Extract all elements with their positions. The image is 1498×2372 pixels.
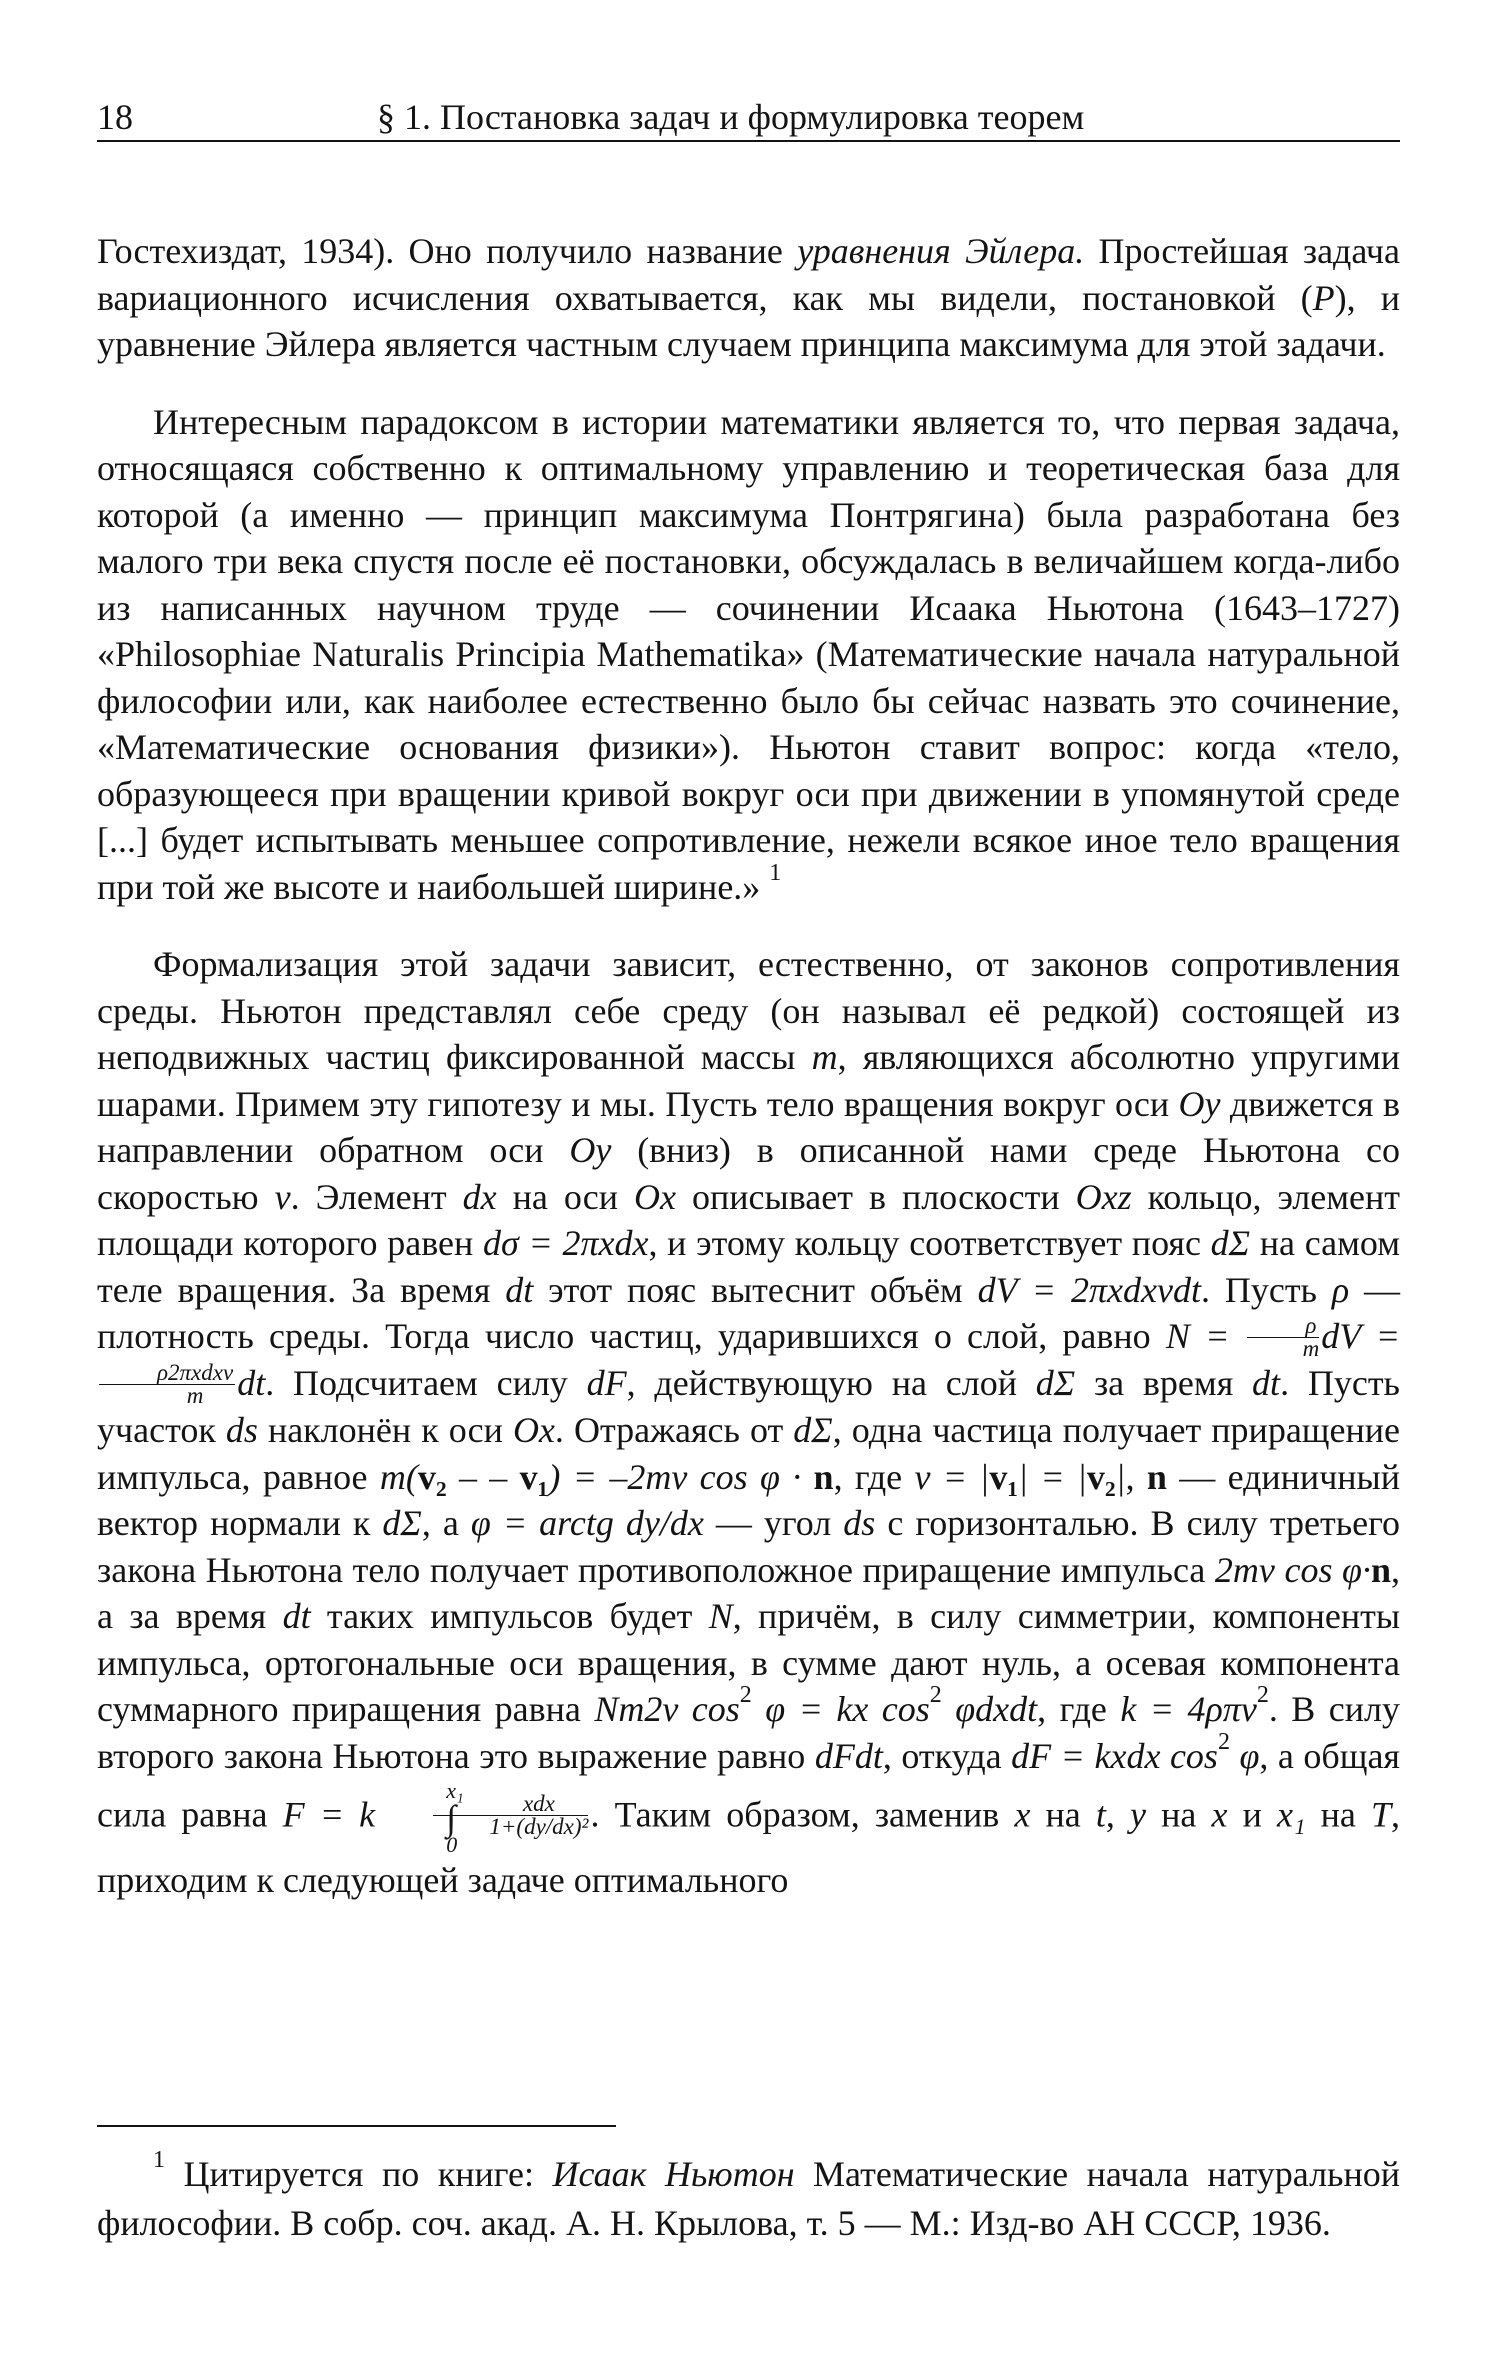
page-number: 18 [97, 97, 133, 137]
fraction-particle-count: $\frac{\text{ρ2πxdxv}}{m}$ [99, 1362, 235, 1407]
integral-sign: x₁ ∫ 0 [446, 1778, 464, 1857]
footnote [97, 2146, 1400, 2248]
footnote-reference[interactable]: 1 [769, 859, 782, 886]
footnote-mark: 1 [153, 2146, 165, 2173]
paragraph-newton-problem: Интересным парадоксом в истории математики является то, что первая задача, относящаяся собственно к оптимальному управлению и теоретическая база для которой (а именно — принцип максимума Понтрягина) была разработана без малого три века спустя после её постановки, обсуждалась в величайшем когда-либо из написанных научном труде — сочинении Исаака Ньютона (1643–1727) «Philosophiae Naturalis Principia Mathematika» (Математические начала натуральной философии или, как наиболее естественно было бы сейчас назвать это сочинение, «Математические основания физики»). Ньютон ставит вопрос: когда «тело, образующееся при вращении кривой вокруг оси при движении в упомянутой среде [...] будет испытывать меньшее сопротивление, нежели всякое иное тело вращения при той же высоте и наибольшей ширине.» $^1$ [97, 401, 1400, 907]
paragraph-euler-equation: Гостехиздат, 1934). Оно получило название уравнения Эйлера. Простейшая задача вариационного исчисления охватывается, как мы видели, постановкой (P), и уравнение Эйлера является частным случаем принципа максимума для этой задачи. [97, 231, 1400, 364]
footnote-text: $^1$ Цитируется по книге: Исаак Ньютон Математические начала натуральной философии. В собр. соч. акад. А. Н. Крылова, т. 5 — М.: Изд-во АН СССР, 1936. [97, 2146, 1400, 2243]
running-header [97, 94, 1400, 142]
paragraph-formalization: Формализация этой задачи зависит, естественно, от законов сопротивления среды. Ньютон представлял себе среду (он называл её редкой) состоящей из неподвижных частиц фиксированной массы m, являющихся абсолютно упругими шарами. Примем эту гипотезу и мы. Пусть тело вращения вокруг оси Oy движется в направлении обратном оси Oy (вниз) в описанной нами среде Ньютона со скоростью v. Элемент dx на оси Ox описывает в плоскости Oxz кольцо, элемент площади которого равен dσ = 2πxdx, и этому кольцу соответствует пояс dΣ на самом теле вращения. За время dt этот пояс вытеснит объём dV = 2πxdxvdt. Пусть ρ — плотность среды. Тогда число частиц, ударившихся о слой, равно N = $\frac{\rho}{m}$ dV = $\frac{\text{ρ2πxdxv}}{m}$ dt. Подсчитаем силу dF, действующую на слой dΣ за время dt. Пусть участок ds наклонён к оси Ox. Отражаясь от dΣ, одна частица получает приращение импульса, равное m(v₂ – – v₁) = –2mv cos φ · n, где v = |v₁| = |v₂|, n — единичный вектор нормали к dΣ, а φ = arctg dy/dx — угол ds с горизонталью. В силу третьего закона Ньютона тело получает противоположное приращение импульса 2mv cos φ·n, а за время dt таких импульсов будет N, причём, в силу симметрии, компоненты импульса, ортогональные оси вращения, в сумме дают нуль, а осевая компонента суммарного приращения равна Nm2v $\cos^2 \varphi$ = kx $\cos^2$ φdxdt, где k = 4ρπv$^2$. В силу второго закона Ньютона это выражение равно dFdt, откуда dF = kxdx $\cos^2 \varphi$, а общая сила равна F = k x₁ ∫ 0 $\frac{\text{xdx}}{\text{1+(dy/dx)²}}$ . Таким образом, заменив x на t, y на x и x₁ на T, приходим к следующей задаче оптимального [97, 944, 1401, 1900]
running-title: § 1. Постановка задач и формулировка теорем [377, 97, 1085, 137]
fraction-rho-over-m: $\frac{\rho}{m}$ [1247, 1315, 1320, 1360]
main-text [97, 228, 1400, 1904]
fraction-drag-integrand: $\frac{\text{xdx}}{\text{1+(dy/dx)²}}$ [433, 1793, 588, 1838]
footnote-divider [97, 2125, 616, 2127]
